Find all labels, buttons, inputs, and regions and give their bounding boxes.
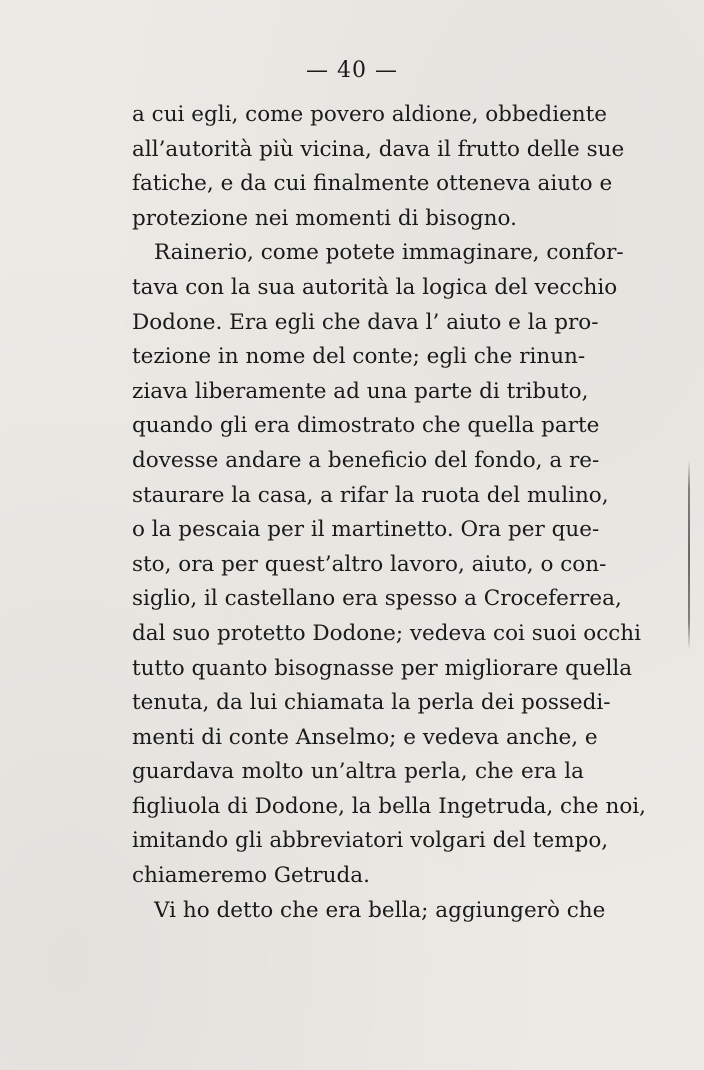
text-line: imitando gli abbreviatori volgari del tempo, bbox=[132, 828, 609, 854]
text-line: fatiche, e da cui finalmente otteneva aiuto e bbox=[132, 171, 613, 197]
text-line: sto, ora per quest’altro lavoro, aiuto, o con- bbox=[132, 551, 607, 577]
text-line: menti di conte Anselmo; e vedeva anche, e bbox=[132, 724, 598, 750]
body-text bbox=[132, 98, 646, 928]
text-line: Dodone. Era egli che dava l’ aiuto e la pro- bbox=[132, 309, 599, 335]
text-line: guardava molto un’altra perla, che era la bbox=[132, 759, 584, 785]
text-line: a cui egli, come povero aldione, obbediente bbox=[132, 102, 608, 127]
text-line: chiameremo Getruda. bbox=[132, 863, 370, 889]
text-line: dal suo protetto Dodone; vedeva coi suoi occhi bbox=[132, 620, 642, 646]
text-line: dovesse andare a beneficio del fondo, a re- bbox=[132, 447, 600, 473]
text-line: staurare la casa, a rifar la ruota del mulino, bbox=[132, 482, 609, 508]
text-line: tezione in nome del conte; egli che rinun- bbox=[132, 344, 586, 370]
text-line: tutto quanto bisognasse per migliorare quella bbox=[132, 655, 633, 681]
text-line: o la pescaia per il martinetto. Ora per que- bbox=[132, 517, 600, 543]
paragraph-start-line: Vi ho detto che era bella; aggiungerò che bbox=[154, 897, 606, 923]
text-line: all’autorità più vicina, dava il frutto delle sue bbox=[132, 136, 625, 162]
page-number: — 40 — bbox=[306, 58, 398, 83]
text-line: figliuola di Dodone, la bella Ingetruda, che noi, bbox=[132, 793, 646, 819]
text-line: tava con la sua autorità la logica del vecchio bbox=[132, 274, 618, 300]
text-line: protezione nei momenti di bisogno. bbox=[132, 205, 517, 231]
text-line: ziava liberamente ad una parte di tributo, bbox=[132, 378, 589, 404]
paragraph-start-line: Rainerio, come potete immaginare, confor- bbox=[154, 240, 624, 266]
text-line: tenuta, da lui chiamata la perla dei possedi- bbox=[132, 690, 611, 716]
text-line: siglio, il castellano era spesso a Croceferrea, bbox=[132, 586, 622, 612]
text-line: quando gli era dimostrato che quella parte bbox=[132, 413, 600, 439]
page-edge-shadow bbox=[688, 460, 690, 650]
